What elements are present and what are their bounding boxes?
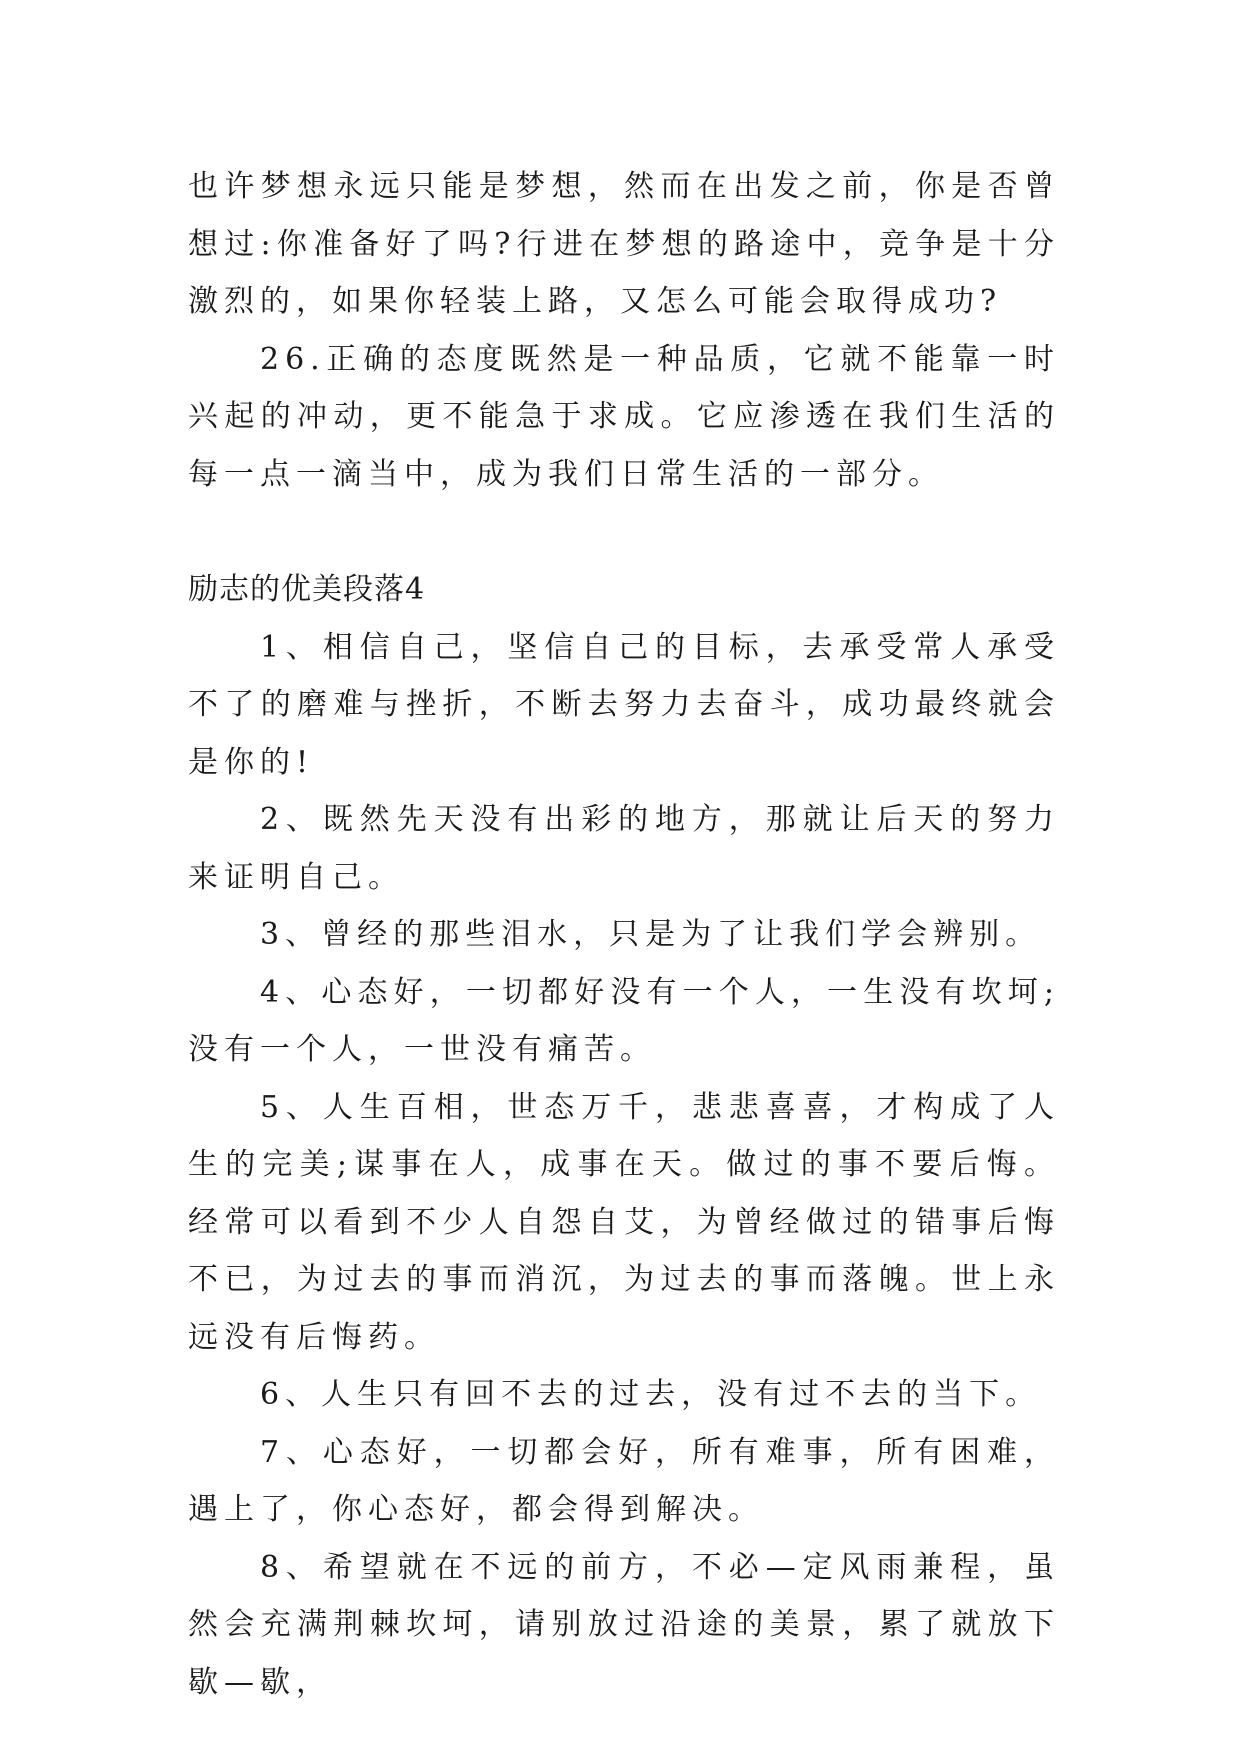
paragraph-26: 26.正确的态度既然是一种品质，它就不能靠一时兴起的冲动，更不能急于求成。它应渗透在我们生活的每一点一滴当中，成为我们日常生活的一部分。 <box>188 341 1060 492</box>
list-item-2: 2、既然先天没有出彩的地方，那就让后天的努力来证明自己。 <box>188 802 1060 895</box>
list-item-1: 1、相信自己，坚信自己的目标，去承受常人承受不了的磨难与挫折，不断去努力去奋斗，成功最终就会是你的! <box>188 629 1060 780</box>
list-item-6: 6、人生只有回不去的过去，没有过不去的当下。 <box>260 1377 1042 1412</box>
section-title: 励志的优美段落4 <box>188 572 426 607</box>
document-page <box>188 158 1060 1711</box>
section-gap <box>188 503 1060 561</box>
list-item-5: 5、人生百相，世态万千，悲悲喜喜，才构成了人生的完美;谋事在人，成事在天。做过的事不要后悔。经常可以看到不少人自怨自艾，为曾经做过的错事后悔不已，为过去的事而消沉，为过去的事而落魄。世上永远没有后悔药。 <box>188 1089 1060 1355</box>
list-item-4: 4、心态好，一切都好没有一个人，一生没有坎坷;没有一个人，一世没有痛苦。 <box>188 974 1060 1067</box>
list-item-8: 8、希望就在不远的前方，不必—定风雨兼程，虽然会充满荆棘坎坷，请别放过沿途的美景，累了就放下歇—歇， <box>188 1549 1060 1700</box>
paragraph-intro: 也许梦想永远只能是梦想，然而在出发之前，你是否曾想过:你准备好了吗?行进在梦想的路途中，竞争是十分激烈的，如果你轻装上路，又怎么可能会取得成功? <box>188 169 1060 319</box>
list-item-3: 3、曾经的那些泪水，只是为了让我们学会辨别。 <box>260 917 1042 952</box>
list-item-7: 7、心态好，一切都会好，所有难事，所有困难，遇上了，你心态好，都会得到解决。 <box>188 1434 1060 1527</box>
